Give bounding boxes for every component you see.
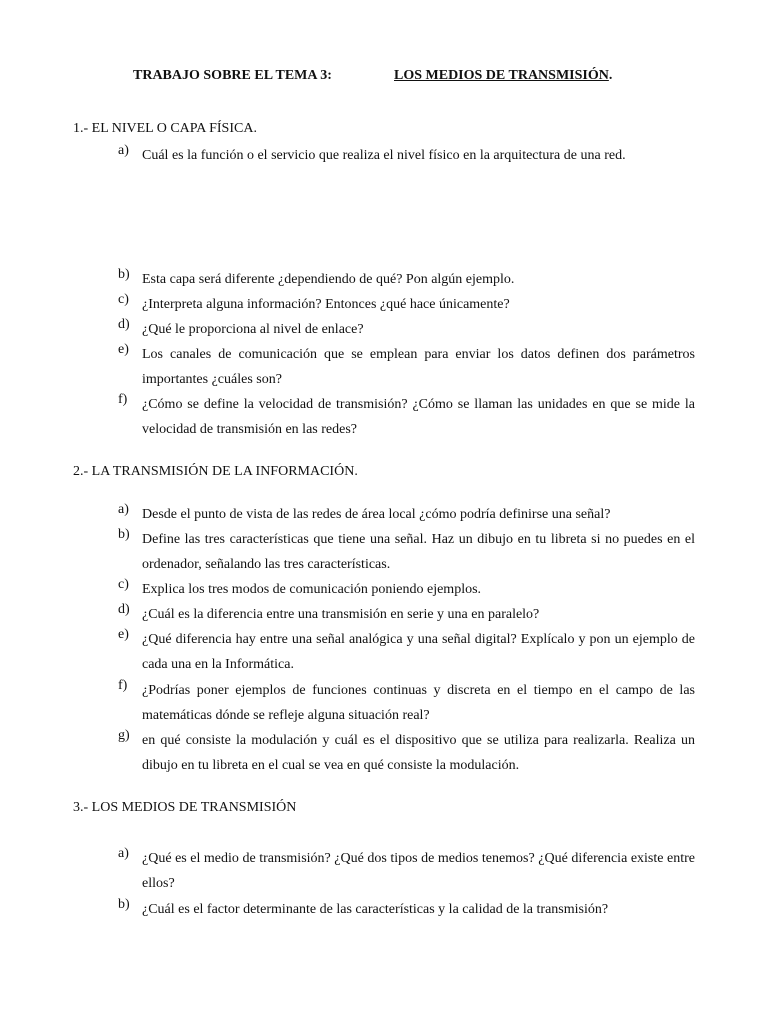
item-label: b): [118, 897, 130, 912]
item-label: b): [118, 267, 130, 282]
section-3-heading: 3.- LOS MEDIOS DE TRANSMISIÓN: [73, 800, 297, 815]
title-topic-wrap: [394, 68, 612, 85]
section-1-item-a: [118, 143, 695, 168]
item-text: ¿Qué es el medio de transmisión? ¿Qué dos tipos de medios tenemos? ¿Qué diferencia existe entre ellos?: [142, 851, 695, 891]
section-2-item-b: [118, 527, 695, 577]
item-label: b): [118, 527, 130, 542]
item-text: Esta capa será diferente ¿dependiendo de qué? Pon algún ejemplo.: [142, 272, 515, 287]
item-text: ¿Cómo se define la velocidad de transmisión? ¿Cómo se llaman las unidades en que se mide la velocidad de transmisión en las redes?: [142, 397, 695, 437]
item-text: ¿Interpreta alguna información? Entonces ¿qué hace únicamente?: [142, 297, 510, 312]
item-label: a): [118, 846, 129, 861]
item-text: ¿Cuál es el factor determinante de las características y la calidad de la transmisión?: [142, 902, 609, 917]
item-text: Cuál es la función o el servicio que realiza el nivel físico en la arquitectura de una red.: [142, 148, 626, 163]
section-3-item-b: [118, 897, 695, 922]
item-text: ¿Podrías poner ejemplos de funciones continuas y discreta en el tiempo en el campo de las matemáticas dónde se refleje alguna situación real?: [142, 683, 695, 723]
item-label: a): [118, 502, 129, 517]
item-label: d): [118, 317, 130, 332]
section-2-item-e: [118, 627, 695, 677]
item-text: Explica los tres modos de comunicación poniendo ejemplos.: [142, 582, 482, 597]
item-text: ¿Qué le proporciona al nivel de enlace?: [142, 322, 364, 337]
title-prefix: TRABAJO SOBRE EL TEMA 3:: [133, 68, 332, 83]
item-label: c): [118, 292, 129, 307]
item-text: ¿Qué diferencia hay entre una señal analógica y una señal digital? Explícalo y pon un ejemplo de cada una en la Informática.: [142, 632, 695, 672]
section-2-item-g: [118, 728, 695, 778]
item-text: Define las tres características que tiene una señal. Haz un dibujo en tu libreta si no puedes en el ordenador, señalando las tres características.: [142, 532, 695, 572]
section-2-item-c: [118, 577, 695, 602]
section-2-item-a: [118, 502, 695, 527]
section-1-item-e: [118, 342, 695, 392]
item-label: e): [118, 627, 129, 642]
section-1-item-b: [118, 267, 695, 292]
item-label: f): [118, 678, 128, 693]
section-2-item-d: [118, 602, 695, 627]
item-text: Desde el punto de vista de las redes de área local ¿cómo podría definirse una señal?: [142, 507, 611, 522]
section-1-heading: 1.- EL NIVEL O CAPA FÍSICA.: [73, 121, 257, 136]
section-1-item-c: [118, 292, 695, 317]
item-text: en qué consiste la modulación y cuál es el dispositivo que se utiliza para realizarla. Realiza un dibujo en tu libreta en el cual se vea en qué consiste la modulación.: [142, 733, 695, 773]
item-label: c): [118, 577, 129, 592]
item-label: a): [118, 143, 129, 158]
section-2-heading: 2.- LA TRANSMISIÓN DE LA INFORMACIÓN.: [73, 464, 358, 479]
title-end: .: [608, 68, 613, 83]
item-label: d): [118, 602, 130, 617]
section-3-item-a: [118, 846, 695, 896]
item-label: e): [118, 342, 129, 357]
section-1-item-d: [118, 317, 695, 342]
item-label: g): [118, 728, 130, 743]
section-2-item-f: [118, 678, 695, 728]
title-topic: LOS MEDIOS DE TRANSMISIÓN: [394, 68, 609, 83]
item-text: ¿Cuál es la diferencia entre una transmisión en serie y una en paralelo?: [142, 607, 540, 622]
section-1-item-f: [118, 392, 695, 442]
item-text: Los canales de comunicación que se emplean para enviar los datos definen dos parámetros importantes ¿cuáles son?: [142, 347, 695, 387]
item-label: f): [118, 392, 128, 407]
